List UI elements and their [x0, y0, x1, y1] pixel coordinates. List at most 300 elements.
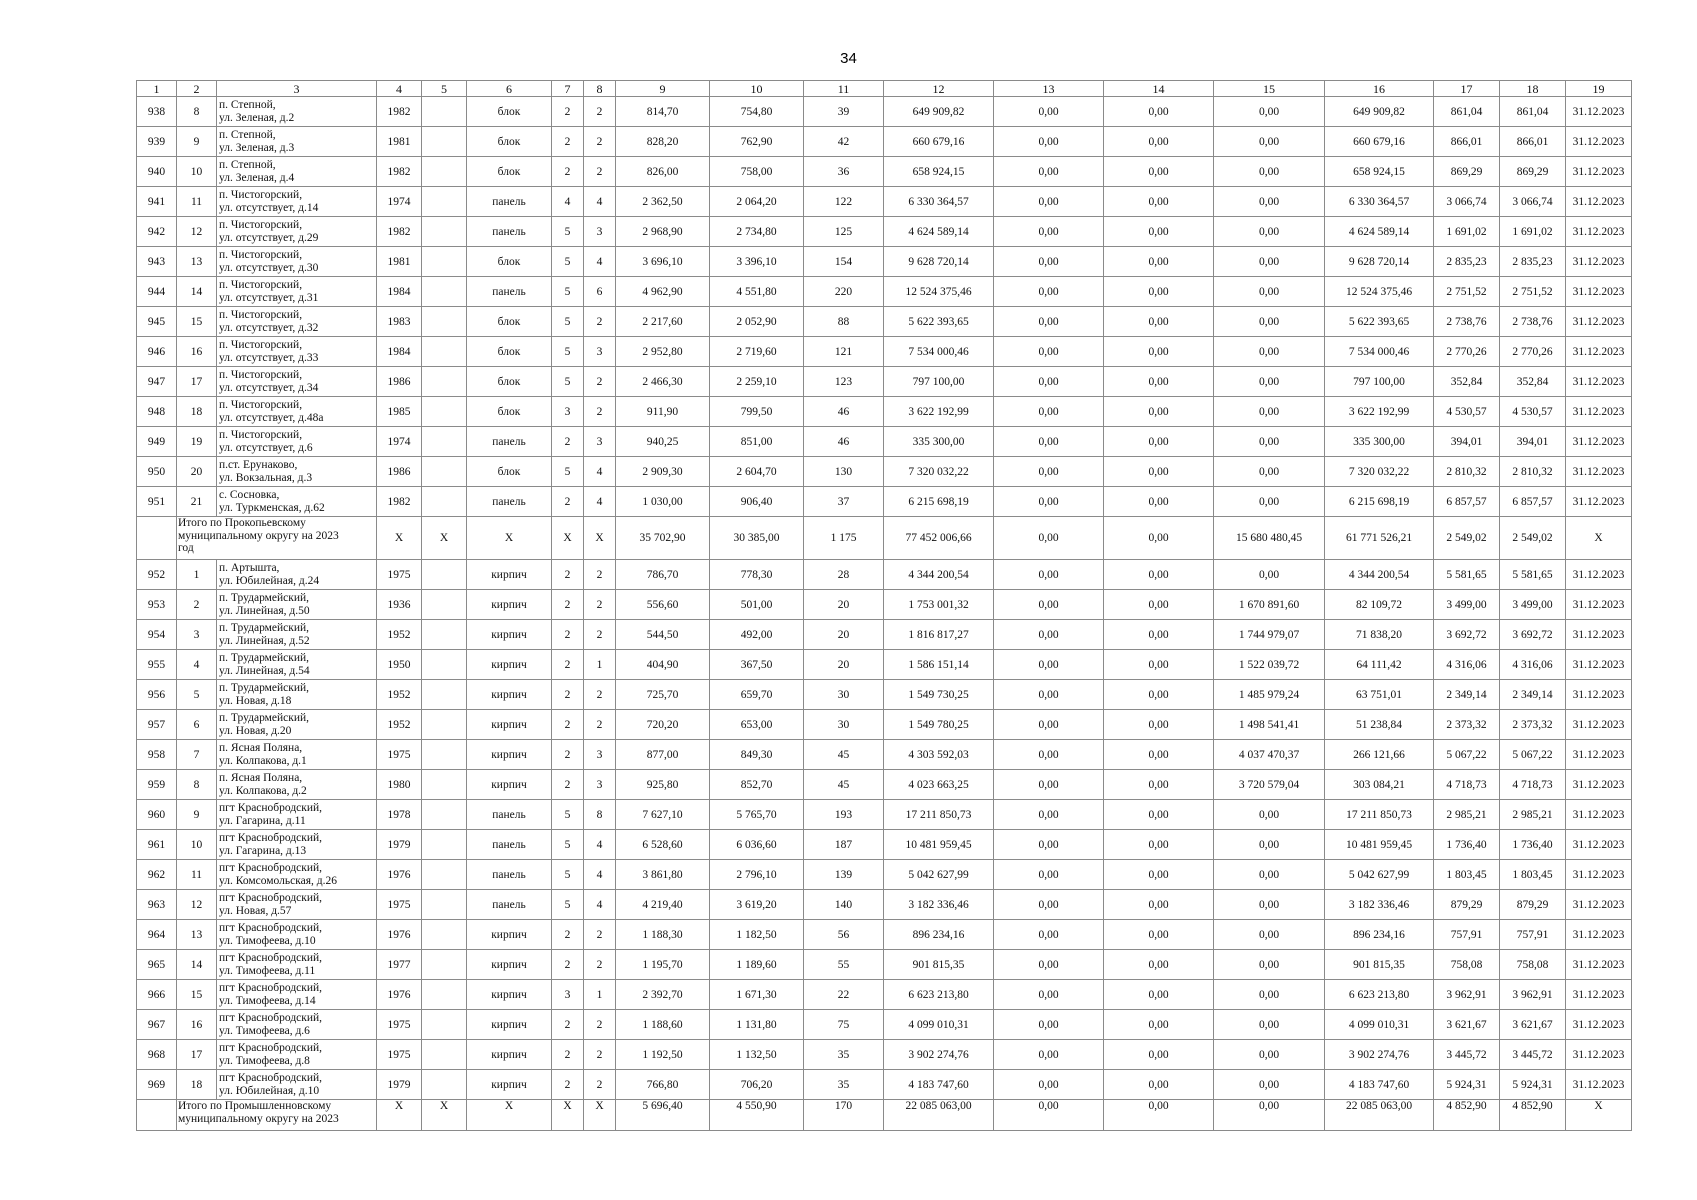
table-cell: 3 962,91: [1434, 980, 1500, 1010]
table-cell: 1983: [377, 307, 422, 337]
address-cell: [217, 157, 377, 187]
table-cell: 0,00: [1104, 127, 1214, 157]
table-row: [137, 590, 1632, 620]
table-cell: 3: [177, 620, 217, 650]
table-cell: 1975: [377, 890, 422, 920]
table-cell: 939: [137, 127, 177, 157]
table-cell: 0,00: [1104, 217, 1214, 247]
table-cell: 3 720 579,04: [1214, 770, 1325, 800]
table-cell: 2 719,60: [710, 337, 804, 367]
table-cell: 4 551,80: [710, 277, 804, 307]
column-number-header: 4: [377, 81, 422, 97]
table-cell: 37: [804, 487, 884, 517]
table-cell: 901 815,35: [884, 950, 994, 980]
table-cell: [422, 710, 467, 740]
table-cell: 17 211 850,73: [1325, 800, 1434, 830]
table-cell: 6 528,60: [616, 830, 710, 860]
total-cell: X: [584, 1100, 616, 1131]
table-cell: 1: [584, 650, 616, 680]
table-cell: 866,01: [1500, 127, 1566, 157]
address-line: ул. отсутствует, д.6: [219, 441, 313, 454]
table-cell: 706,20: [710, 1070, 804, 1100]
table-cell: 940,25: [616, 427, 710, 457]
table-cell: 6 036,60: [710, 830, 804, 860]
table-cell: 122: [804, 187, 884, 217]
table-cell: 31.12.2023: [1566, 980, 1632, 1010]
table-cell: 2: [584, 560, 616, 590]
table-cell: 786,70: [616, 560, 710, 590]
table-cell: 3: [584, 740, 616, 770]
table-cell: 2 052,90: [710, 307, 804, 337]
table-cell: [422, 277, 467, 307]
table-cell: 4: [584, 830, 616, 860]
table-cell: 4: [584, 860, 616, 890]
address-cell: [217, 277, 377, 307]
table-cell: 911,90: [616, 397, 710, 427]
table-cell: панель: [467, 830, 552, 860]
table-cell: 556,60: [616, 590, 710, 620]
table-cell: 0,00: [994, 1040, 1104, 1070]
address-line: ул. Новая, д.20: [219, 724, 292, 737]
table-cell: 2 796,10: [710, 860, 804, 890]
total-cell: X: [422, 517, 467, 560]
table-cell: 942: [137, 217, 177, 247]
table-cell: 954: [137, 620, 177, 650]
table-cell: 757,91: [1434, 920, 1500, 950]
table-row: [137, 740, 1632, 770]
table-cell: 0,00: [1214, 860, 1325, 890]
address-line: п. Ясная Поляна,: [219, 742, 303, 754]
table-cell: 0,00: [1214, 1010, 1325, 1040]
total-cell: 5 696,40: [616, 1100, 710, 1131]
address-cell: [217, 307, 377, 337]
table-cell: 5: [552, 247, 584, 277]
table-cell: блок: [467, 247, 552, 277]
table-cell: 4 099 010,31: [884, 1010, 994, 1040]
address-cell: [217, 590, 377, 620]
address-cell: [217, 1070, 377, 1100]
column-number-header: 5: [422, 81, 467, 97]
table-cell: 10 481 959,45: [884, 830, 994, 860]
total-cell: 15 680 480,45: [1214, 517, 1325, 560]
table-cell: 3 182 336,46: [884, 890, 994, 920]
table-cell: кирпич: [467, 980, 552, 1010]
table-cell: 2: [552, 1070, 584, 1100]
table-cell: блок: [467, 457, 552, 487]
table-cell: 31.12.2023: [1566, 457, 1632, 487]
table-cell: 2 734,80: [710, 217, 804, 247]
address-line: ул. отсутствует, д.30: [219, 261, 319, 274]
table-cell: 1: [584, 980, 616, 1010]
address-cell: [217, 620, 377, 650]
table-cell: 2: [552, 590, 584, 620]
table-cell: 4 037 470,37: [1214, 740, 1325, 770]
table-cell: 4 624 589,14: [1325, 217, 1434, 247]
table-cell: 901 815,35: [1325, 950, 1434, 980]
table-cell: 2: [552, 157, 584, 187]
table-cell: [422, 427, 467, 457]
table-cell: 754,80: [710, 97, 804, 127]
table-cell: 7 320 032,22: [884, 457, 994, 487]
table-cell: 0,00: [1214, 157, 1325, 187]
table-cell: 2: [552, 97, 584, 127]
table-cell: 852,70: [710, 770, 804, 800]
total-cell: 4 852,90: [1434, 1100, 1500, 1131]
address-line: ул. Гагарина, д.13: [219, 844, 307, 857]
table-cell: 2 968,90: [616, 217, 710, 247]
table-cell: 404,90: [616, 650, 710, 680]
table-cell: 0,00: [1104, 800, 1214, 830]
table-cell: 0,00: [1104, 487, 1214, 517]
table-cell: 4: [177, 650, 217, 680]
table-cell: 2: [552, 920, 584, 950]
table-cell: 0,00: [1214, 217, 1325, 247]
total-cell: X: [377, 1100, 422, 1131]
total-cell: 0,00: [1104, 517, 1214, 560]
address-cell: [217, 800, 377, 830]
table-cell: 1979: [377, 830, 422, 860]
table-cell: 1976: [377, 860, 422, 890]
total-cell: 61 771 526,21: [1325, 517, 1434, 560]
table-cell: 64 111,42: [1325, 650, 1434, 680]
table-cell: 720,20: [616, 710, 710, 740]
table-cell: [422, 770, 467, 800]
table-cell: 2: [584, 157, 616, 187]
table-cell: 31.12.2023: [1566, 620, 1632, 650]
total-row: [137, 1100, 1632, 1131]
table-cell: 814,70: [616, 97, 710, 127]
table-cell: 8: [177, 770, 217, 800]
table-cell: 10: [177, 830, 217, 860]
table-cell: 2 738,76: [1500, 307, 1566, 337]
table-cell: 1 736,40: [1500, 830, 1566, 860]
table-cell: 4 624 589,14: [884, 217, 994, 247]
table-cell: 2: [552, 650, 584, 680]
address-line: пгт Краснобродский,: [219, 892, 323, 904]
table-cell: 1 816 817,27: [884, 620, 994, 650]
table-cell: 0,00: [1214, 127, 1325, 157]
address-line: ул. отсутствует, д.31: [219, 291, 319, 304]
address-line: п. Чистогорский,: [219, 249, 303, 261]
address-line: п. Чистогорский,: [219, 279, 303, 291]
table-cell: 31.12.2023: [1566, 590, 1632, 620]
table-cell: 0,00: [994, 367, 1104, 397]
table-cell: кирпич: [467, 680, 552, 710]
table-cell: 82 109,72: [1325, 590, 1434, 620]
total-cell: 77 452 006,66: [884, 517, 994, 560]
table-cell: 2: [552, 680, 584, 710]
table-cell: 0,00: [1104, 680, 1214, 710]
table-cell: 0,00: [1214, 950, 1325, 980]
table-cell: 1986: [377, 367, 422, 397]
table-cell: 16: [177, 1010, 217, 1040]
table-row: [137, 397, 1632, 427]
address-line: ул. Тимофеева, д.10: [219, 934, 316, 947]
table-cell: [422, 367, 467, 397]
table-cell: 758,00: [710, 157, 804, 187]
table-cell: 0,00: [1104, 860, 1214, 890]
table-cell: 959: [137, 770, 177, 800]
table-cell: 2: [584, 950, 616, 980]
table-cell: 4: [584, 457, 616, 487]
table-cell: 7: [177, 740, 217, 770]
table-cell: 394,01: [1434, 427, 1500, 457]
table-cell: 966: [137, 980, 177, 1010]
table-cell: блок: [467, 307, 552, 337]
table-row: [137, 307, 1632, 337]
table-cell: 5: [552, 457, 584, 487]
table-cell: 2 751,52: [1434, 277, 1500, 307]
table-cell: 0,00: [1104, 1010, 1214, 1040]
table-cell: 951: [137, 487, 177, 517]
table-cell: 0,00: [1104, 620, 1214, 650]
address-line: п. Степной,: [219, 99, 276, 111]
table-cell: 3 066,74: [1500, 187, 1566, 217]
table-cell: 140: [804, 890, 884, 920]
table-cell: [422, 1070, 467, 1100]
table-cell: [422, 487, 467, 517]
address-cell: [217, 247, 377, 277]
table-cell: 17 211 850,73: [884, 800, 994, 830]
table-cell: 35: [804, 1040, 884, 1070]
table-cell: 758,08: [1500, 950, 1566, 980]
table-cell: 0,00: [994, 800, 1104, 830]
table-cell: 6 215 698,19: [884, 487, 994, 517]
table-cell: 492,00: [710, 620, 804, 650]
table-cell: 2: [552, 127, 584, 157]
table-cell: 3: [552, 397, 584, 427]
table-cell: 1986: [377, 457, 422, 487]
table-cell: 31.12.2023: [1566, 650, 1632, 680]
table-cell: 352,84: [1434, 367, 1500, 397]
address-line: ул. Линейная, д.50: [219, 604, 310, 617]
table-cell: панель: [467, 187, 552, 217]
column-number-header: 16: [1325, 81, 1434, 97]
table-cell: 0,00: [1104, 247, 1214, 277]
table-cell: 7 534 000,46: [1325, 337, 1434, 367]
table-cell: 31.12.2023: [1566, 680, 1632, 710]
table-cell: 193: [804, 800, 884, 830]
table-cell: 955: [137, 650, 177, 680]
address-cell: [217, 337, 377, 367]
table-cell: 0,00: [994, 187, 1104, 217]
address-cell: [217, 950, 377, 980]
table-cell: 7 534 000,46: [884, 337, 994, 367]
table-cell: 6 330 364,57: [884, 187, 994, 217]
table-cell: 5 765,70: [710, 800, 804, 830]
table-cell: 30: [804, 680, 884, 710]
table-cell: 0,00: [1104, 157, 1214, 187]
table-cell: 0,00: [994, 770, 1104, 800]
address-line: пгт Краснобродский,: [219, 862, 323, 874]
table-cell: 2 751,52: [1500, 277, 1566, 307]
table-cell: 967: [137, 1010, 177, 1040]
table-cell: 46: [804, 397, 884, 427]
table-cell: 130: [804, 457, 884, 487]
table-cell: панель: [467, 890, 552, 920]
table-cell: 1 736,40: [1434, 830, 1500, 860]
total-cell: X: [1566, 1100, 1632, 1131]
address-line: п. Степной,: [219, 129, 276, 141]
address-cell: [217, 367, 377, 397]
table-cell: 3 396,10: [710, 247, 804, 277]
table-cell: 0,00: [994, 920, 1104, 950]
table-cell: 2 985,21: [1434, 800, 1500, 830]
table-cell: 658 924,15: [884, 157, 994, 187]
address-cell: [217, 560, 377, 590]
total-label-cell: [177, 517, 377, 560]
table-cell: 2 770,26: [1500, 337, 1566, 367]
table-cell: 946: [137, 337, 177, 367]
table-cell: 2 985,21: [1500, 800, 1566, 830]
address-cell: [217, 457, 377, 487]
address-line: п. Чистогорский,: [219, 429, 303, 441]
table-cell: 0,00: [1104, 1040, 1214, 1070]
table-cell: 139: [804, 860, 884, 890]
total-cell: 22 085 063,00: [884, 1100, 994, 1131]
column-number-header: 7: [552, 81, 584, 97]
table-cell: 2: [552, 950, 584, 980]
table-cell: 5: [552, 277, 584, 307]
table-cell: 0,00: [1214, 247, 1325, 277]
table-cell: 0,00: [994, 397, 1104, 427]
table-cell: 5: [552, 890, 584, 920]
table-row: [137, 367, 1632, 397]
address-line: ул. Комсомольская, д.26: [219, 874, 338, 887]
table-cell: [422, 397, 467, 427]
table-row: [137, 680, 1632, 710]
table-cell: 2: [552, 740, 584, 770]
table-cell: 0,00: [994, 860, 1104, 890]
table-cell: 2: [584, 97, 616, 127]
table-cell: 1 188,30: [616, 920, 710, 950]
table-cell: 11: [177, 187, 217, 217]
table-cell: панель: [467, 487, 552, 517]
table-cell: 4 344 200,54: [884, 560, 994, 590]
table-cell: 4 099 010,31: [1325, 1010, 1434, 1040]
table-cell: 12 524 375,46: [1325, 277, 1434, 307]
table-cell: 0,00: [994, 710, 1104, 740]
table-cell: 367,50: [710, 650, 804, 680]
table-cell: 9 628 720,14: [1325, 247, 1434, 277]
address-line: ул. Тимофеева, д.8: [219, 1054, 310, 1067]
table-cell: 21: [177, 487, 217, 517]
address-cell: [217, 770, 377, 800]
address-line: ул. отсутствует, д.32: [219, 321, 319, 334]
table-cell: 31.12.2023: [1566, 800, 1632, 830]
table-cell: 1975: [377, 560, 422, 590]
table-cell: 1: [177, 560, 217, 590]
table-cell: 5 622 393,65: [1325, 307, 1434, 337]
table-cell: 2: [584, 590, 616, 620]
table-cell: 2 362,50: [616, 187, 710, 217]
table-cell: 28: [804, 560, 884, 590]
table-row: [137, 650, 1632, 680]
column-number-header: 8: [584, 81, 616, 97]
table-cell: 906,40: [710, 487, 804, 517]
table-cell: 1982: [377, 217, 422, 247]
table-cell: 2: [584, 620, 616, 650]
table-row: [137, 1010, 1632, 1040]
table-row: [137, 620, 1632, 650]
address-cell: [217, 680, 377, 710]
table-cell: 851,00: [710, 427, 804, 457]
table-row: [137, 860, 1632, 890]
column-number-header: 19: [1566, 81, 1632, 97]
table-cell: 1 691,02: [1434, 217, 1500, 247]
address-line: ул. Новая, д.18: [219, 694, 292, 707]
table-cell: 4 316,06: [1500, 650, 1566, 680]
table-cell: 18: [177, 397, 217, 427]
table-cell: 653,00: [710, 710, 804, 740]
table-cell: 1974: [377, 187, 422, 217]
table-cell: 352,84: [1500, 367, 1566, 397]
table-cell: 0,00: [1104, 560, 1214, 590]
table-cell: 3 861,80: [616, 860, 710, 890]
table-cell: 3: [584, 217, 616, 247]
table-cell: 940: [137, 157, 177, 187]
table-cell: 4 316,06: [1434, 650, 1500, 680]
table-cell: 19: [177, 427, 217, 457]
table-cell: 15: [177, 980, 217, 1010]
table-cell: 4: [552, 187, 584, 217]
address-line: п. Чистогорский,: [219, 309, 303, 321]
table-cell: 3 696,10: [616, 247, 710, 277]
table-cell: 0,00: [1214, 397, 1325, 427]
table-cell: 31.12.2023: [1566, 217, 1632, 247]
table-cell: 4 718,73: [1434, 770, 1500, 800]
table-cell: 8: [177, 97, 217, 127]
table-cell: 1950: [377, 650, 422, 680]
column-number-header: 12: [884, 81, 994, 97]
table-cell: блок: [467, 397, 552, 427]
table-cell: 1 030,00: [616, 487, 710, 517]
address-line: ул. отсутствует, д.29: [219, 231, 319, 244]
table-cell: 75: [804, 1010, 884, 1040]
table-cell: 0,00: [994, 457, 1104, 487]
table-cell: 944: [137, 277, 177, 307]
table-cell: 544,50: [616, 620, 710, 650]
table-cell: 6: [177, 710, 217, 740]
total-label-line: муниципальному округу на 2023: [178, 1112, 339, 1125]
table-cell: 4: [584, 187, 616, 217]
table-cell: 2: [552, 620, 584, 650]
table-cell: кирпич: [467, 920, 552, 950]
table-cell: 2 835,23: [1434, 247, 1500, 277]
table-row: [137, 830, 1632, 860]
table-cell: [422, 560, 467, 590]
table-cell: 56: [804, 920, 884, 950]
table-cell: 0,00: [1214, 277, 1325, 307]
table-cell: 2 259,10: [710, 367, 804, 397]
address-line: ул. Новая, д.57: [219, 904, 292, 917]
table-cell: 0,00: [994, 217, 1104, 247]
table-cell: 4 530,57: [1500, 397, 1566, 427]
table-cell: 1982: [377, 157, 422, 187]
table-cell: 0,00: [1104, 337, 1214, 367]
address-line: ул. Зеленая, д.3: [219, 141, 295, 154]
total-cell: X: [467, 517, 552, 560]
table-cell: 1 192,50: [616, 1040, 710, 1070]
table-row: [137, 710, 1632, 740]
table-cell: 303 084,21: [1325, 770, 1434, 800]
table-cell: 0,00: [1214, 187, 1325, 217]
address-cell: [217, 487, 377, 517]
table-row: [137, 427, 1632, 457]
address-cell: [217, 187, 377, 217]
table-cell: 1 670 891,60: [1214, 590, 1325, 620]
table-cell: 335 300,00: [884, 427, 994, 457]
